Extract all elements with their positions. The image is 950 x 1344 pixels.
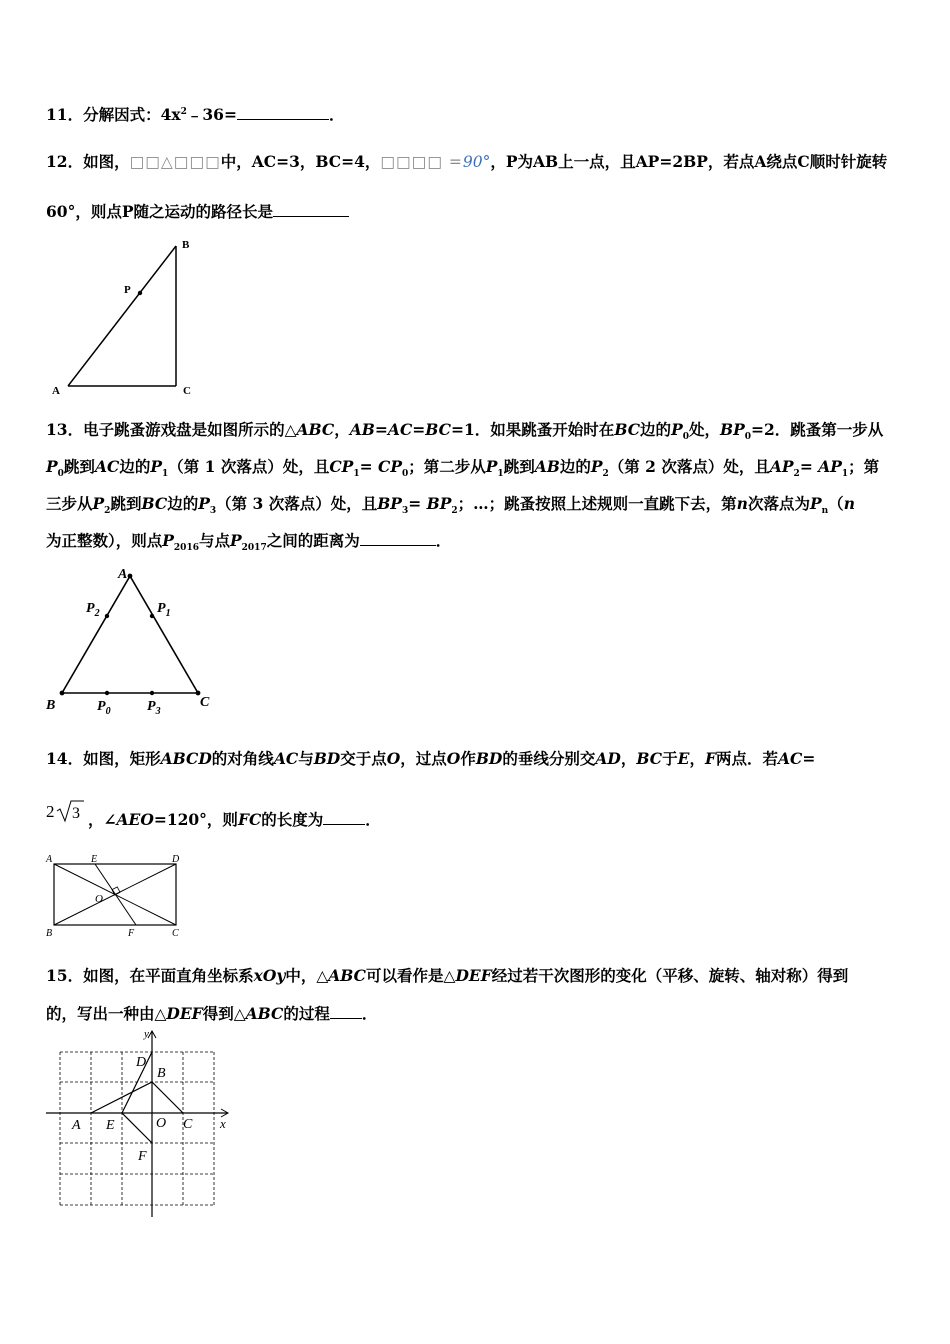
- triangle-abc: [91, 1082, 183, 1113]
- point-p: [138, 291, 142, 295]
- question-number: 11．: [46, 105, 84, 124]
- label-a: A: [118, 567, 128, 582]
- answer-blank[interactable]: [237, 105, 329, 120]
- question-13-line-4: 为正整数），则点$P_{2016}$与点$P_{2017}$之间的距离为 ．: [46, 531, 452, 554]
- point-p2: [105, 614, 109, 618]
- question-number: 13．: [46, 420, 84, 439]
- question-13-line-2: $P_0$跳到AC边的$P_1$（第 1 次落点）处，且$CP_1= CP_0$；第二步从$P_1$跳到AB边的$P_2$（第 2 次落点）处，且$AP_2= AP_1$；第: [46, 457, 880, 480]
- label-a: A: [52, 385, 60, 397]
- label-c: C: [183, 1117, 193, 1132]
- question-15-line-2: 的，写出一种由△DEF得到△ABC的过程 ．: [46, 1004, 378, 1023]
- label-o: O: [95, 893, 103, 905]
- label-b: B: [46, 928, 53, 939]
- label-o: O: [156, 1116, 167, 1131]
- label-e: E: [91, 854, 98, 865]
- label-f: F: [128, 928, 135, 939]
- figure-q13-equilateral-triangle: [40, 562, 220, 720]
- label-x: x: [220, 1116, 226, 1131]
- question-14-line-2: ，∠AEO=120°，则FC的长度为 ．: [88, 810, 381, 829]
- label-p0: $P_0$: [97, 699, 111, 717]
- answer-blank[interactable]: [360, 531, 436, 546]
- label-y: y: [144, 1028, 149, 1040]
- label-p2: $P_2$: [86, 601, 100, 619]
- svg-text:3: 3: [72, 805, 80, 822]
- question-number: 15．: [46, 966, 84, 985]
- label-d: D: [172, 854, 180, 865]
- broken-formula-image: □□□□ =: [380, 153, 463, 171]
- question-15-line-1: 15．如图，在平面直角坐标系xOy中，△ABC可以看作是△DEF经过若干次图形的变化（平移、旋转、轴对称）得到: [46, 966, 849, 985]
- question-13-line-1: 13．电子跳蚤游戏盘是如图所示的△ABC，AB=AC=BC=1．如果跳蚤开始时在BC边的$P_0$处，$BP_0=2$．跳蚤第一步从: [46, 420, 884, 443]
- answer-blank[interactable]: [323, 810, 365, 825]
- answer-blank[interactable]: [273, 202, 349, 217]
- label-a: A: [46, 854, 53, 865]
- label-c: C: [172, 928, 179, 939]
- question-12-line-2: 60°，则点P随之运动的路径长是: [46, 200, 349, 222]
- question-11: 11．分解因式：$4x^2﹣36=$ ．: [46, 105, 345, 124]
- label-p1: $P_1$: [157, 601, 171, 619]
- point-p1: [150, 614, 154, 618]
- label-b: B: [157, 1066, 166, 1081]
- question-13-line-3: 三步从$P_2$跳到BC边的$P_3$（第 3 次落点）处，且$BP_3= BP_2$；…；跳蚤按照上述规则一直跳下去，第n次落点为$P_n(n$: [46, 494, 855, 517]
- answer-blank[interactable]: [330, 1004, 362, 1019]
- figure-q14-rectangle: [42, 850, 192, 942]
- point-p0: [105, 691, 109, 695]
- label-b: B: [46, 698, 56, 713]
- sqrt-expression: [44, 798, 90, 824]
- label-e: E: [106, 1118, 115, 1133]
- figure-q15-coordinate-grid: [40, 1025, 240, 1225]
- svg-text:2: 2: [46, 802, 55, 821]
- broken-formula-image: □□△□□□: [129, 153, 221, 171]
- label-p: P: [124, 284, 131, 296]
- label-p3: $P_3$: [147, 699, 161, 717]
- label-c: C: [183, 385, 191, 397]
- label-b: B: [182, 239, 190, 251]
- figure-q12-right-triangle: [40, 232, 210, 402]
- label-f: F: [138, 1149, 147, 1164]
- label-d: D: [136, 1055, 147, 1070]
- label-c: C: [200, 695, 210, 710]
- question-14-line-1: 14．如图，矩形ABCD的对角线AC与BD交于点O，过点O作BD的垂线分别交AD，BC于E，F两点．若AC=: [46, 749, 816, 768]
- question-number: 14．: [46, 749, 84, 768]
- question-number: 12．: [46, 152, 84, 171]
- point-p3: [150, 691, 154, 695]
- label-a: A: [72, 1118, 81, 1133]
- question-12-line-1: 12．如图，□□△□□□中，AC=3，BC=4，□□□□ =90°，P为AB上一点，且AP=2BP，若点A绕点C顺时针旋转: [46, 152, 888, 171]
